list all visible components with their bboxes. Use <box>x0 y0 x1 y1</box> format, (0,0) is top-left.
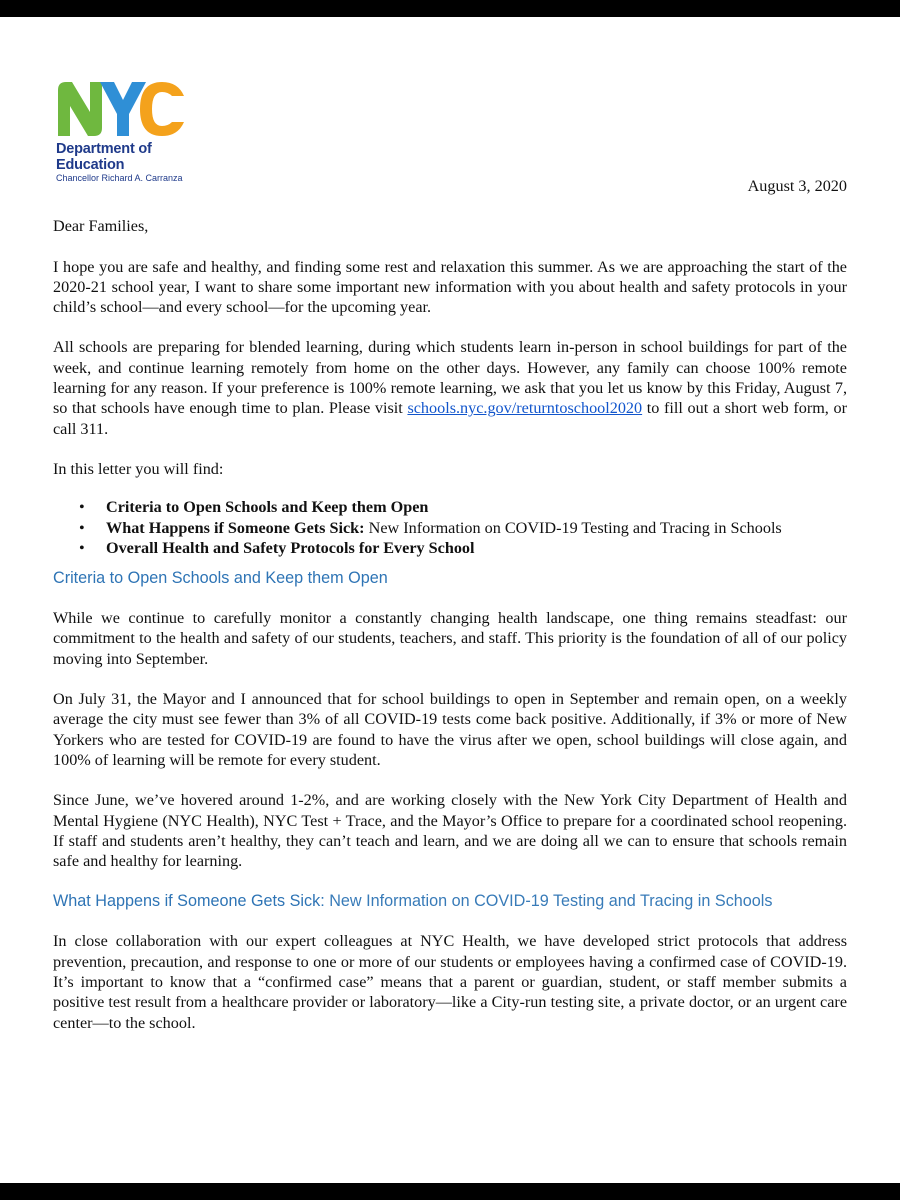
logo-chancellor: Chancellor Richard A. Carranza <box>56 173 183 183</box>
letter-date: August 3, 2020 <box>747 177 847 195</box>
list-item: • What Happens if Someone Gets Sick: New Information on COVID-19 Testing and Tracing in Schools <box>79 518 782 537</box>
section1-paragraph-3: Since June, we’ve hovered around 1-2%, and are working closely with the New York City Department of Health and Mental Hygiene (NYC Health), NYC Test + Trace, and the Mayor’s Office to prepare for a coordinated school reopening. If staff and students aren’t healthy, they can’t teach and learn, and we are doing all we can to ensure that schools remain safe and healthy for learning. <box>53 791 847 871</box>
nyc-logo-mark <box>56 80 186 138</box>
letter-page <box>0 17 900 1183</box>
section-heading-sick: What Happens if Someone Gets Sick: New Information on COVID-19 Testing and Tracing in Schools <box>53 892 773 911</box>
list-intro: In this letter you will find: <box>53 459 224 478</box>
logo-n-shape <box>58 82 102 136</box>
list-item: • Overall Health and Safety Protocols for Every School <box>79 538 475 557</box>
logo-department: Department of Education <box>56 141 152 173</box>
letter-body <box>53 176 847 1053</box>
section-heading-criteria: Criteria to Open Schools and Keep them Open <box>53 569 388 588</box>
section2-paragraph-1: In close collaboration with our expert colleagues at NYC Health, we have developed strict protocols that address prevention, precaution, and response to one or more of our students or employees having a confirmed case of COVID-19. It’s important to know that a “confirmed case” means that a parent or guardian, student, or staff member submits a positive test result from a healthcare provider or laboratory—like a City-run testing site, a private doctor, or an urgent care center—to the school. <box>53 932 847 1032</box>
intro-paragraph: I hope you are safe and healthy, and finding some rest and relaxation this summer. As we are approaching the start of the 2020-21 school year, I want to share some important new information with you about health and safety protocols in your child’s school—and every school—for the upcoming year. <box>53 257 847 317</box>
contents-list <box>79 497 847 558</box>
blended-learning-paragraph: All schools are preparing for blended learning, during which students learn in-person in school buildings for part of the week, and continue learning remotely from home on the other days. However, any family can choose 100% remote learning for any reason. If your preference is 100% remote learning, we ask that you let us know by this Friday, August 7, so that schools have enough time to plan. Please visit schools.nyc.gov/returntoschool2020 to fill out a short web form, or call 311. <box>53 338 847 438</box>
bullet-icon: • <box>79 498 85 517</box>
section1-paragraph-2: On July 31, the Mayor and I announced that for school buildings to open in September and remain open, on a weekly average the city must see fewer than 3% of all COVID-19 tests come back positive. Additionally, if 3% or more of New Yorkers who are tested for COVID-19 are found to have the virus after we open, school buildings will close again, and 100% of learning will be remote for every student. <box>53 690 847 769</box>
logo-y-shape <box>100 82 146 136</box>
bullet-icon: • <box>79 538 85 557</box>
logo-c-shape <box>140 82 184 136</box>
section1-paragraph-1: While we continue to carefully monitor a constantly changing health landscape, one thing remains steadfast: our commitment to the health and safety of our students, teachers, and staff. This priority is the foundation of all of our policy moving into September. <box>53 609 847 668</box>
bullet-icon: • <box>79 518 85 537</box>
nyc-doe-logo <box>56 80 236 190</box>
list-item: • Criteria to Open Schools and Keep them Open <box>79 498 429 517</box>
return-to-school-link[interactable]: schools.nyc.gov/returntoschool2020 <box>407 399 643 418</box>
salutation: Dear Families, <box>53 217 149 236</box>
